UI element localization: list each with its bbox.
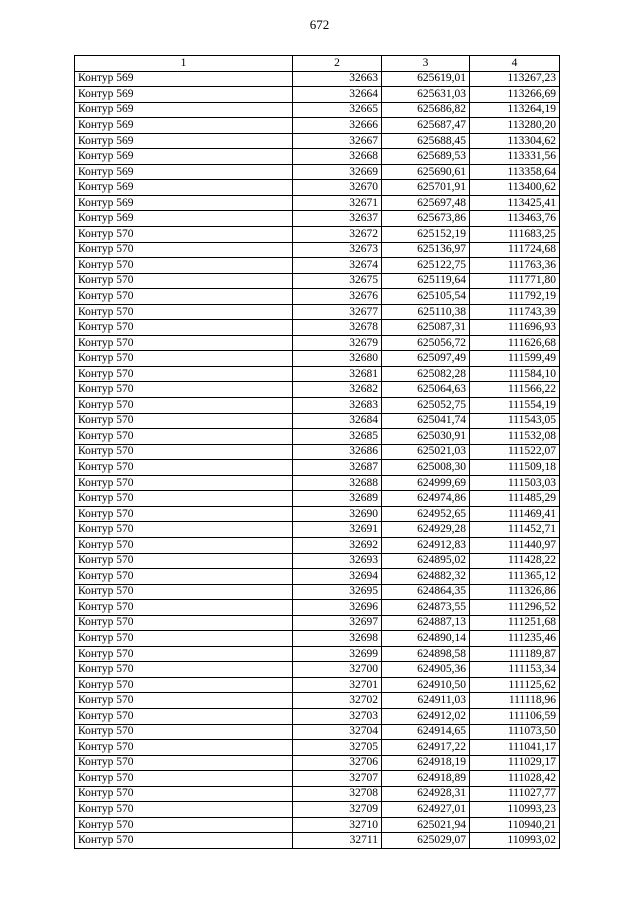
- point-number-cell: 32707: [293, 771, 382, 787]
- x-coordinate-cell: 625030,91: [382, 429, 470, 445]
- y-coordinate-cell: 111743,39: [470, 304, 560, 320]
- x-coordinate-cell: 625021,03: [382, 444, 470, 460]
- contour-name-cell: Контур 570: [75, 631, 293, 647]
- x-coordinate-cell: 624887,13: [382, 615, 470, 631]
- y-coordinate-cell: 111696,93: [470, 320, 560, 336]
- y-coordinate-cell: 110940,21: [470, 817, 560, 833]
- contour-name-cell: Контур 569: [75, 211, 293, 227]
- table-row: [75, 133, 560, 149]
- y-coordinate-cell: 111251,68: [470, 615, 560, 631]
- y-coordinate-cell: 111041,17: [470, 740, 560, 756]
- table-row: [75, 693, 560, 709]
- point-number-cell: 32708: [293, 786, 382, 802]
- point-number-cell: 32704: [293, 724, 382, 740]
- table-row: [75, 71, 560, 87]
- x-coordinate-cell: 625021,94: [382, 817, 470, 833]
- x-coordinate-cell: 625136,97: [382, 242, 470, 258]
- y-coordinate-cell: 111792,19: [470, 289, 560, 305]
- x-coordinate-cell: 624895,02: [382, 553, 470, 569]
- y-coordinate-cell: 111503,03: [470, 475, 560, 491]
- y-coordinate-cell: 111626,68: [470, 335, 560, 351]
- table-row: [75, 615, 560, 631]
- contour-name-cell: Контур 570: [75, 413, 293, 429]
- table-row: [75, 833, 560, 849]
- y-coordinate-cell: 113358,64: [470, 164, 560, 180]
- x-coordinate-cell: 625690,61: [382, 164, 470, 180]
- y-coordinate-cell: 111235,46: [470, 631, 560, 647]
- y-coordinate-cell: 111125,62: [470, 677, 560, 693]
- contour-name-cell: Контур 569: [75, 118, 293, 134]
- point-number-cell: 32689: [293, 491, 382, 507]
- x-coordinate-cell: 624928,31: [382, 786, 470, 802]
- point-number-cell: 32664: [293, 87, 382, 103]
- contour-name-cell: Контур 570: [75, 646, 293, 662]
- contour-name-cell: Контур 570: [75, 351, 293, 367]
- contour-name-cell: Контур 569: [75, 133, 293, 149]
- point-number-cell: 32674: [293, 258, 382, 274]
- table-row: [75, 771, 560, 787]
- table-row: [75, 227, 560, 243]
- point-number-cell: 32667: [293, 133, 382, 149]
- contour-name-cell: Контур 570: [75, 600, 293, 616]
- table-row: [75, 429, 560, 445]
- contour-name-cell: Контур 570: [75, 460, 293, 476]
- x-coordinate-cell: 624905,36: [382, 662, 470, 678]
- point-number-cell: 32702: [293, 693, 382, 709]
- x-coordinate-cell: 624890,14: [382, 631, 470, 647]
- y-coordinate-cell: 111599,49: [470, 351, 560, 367]
- contour-name-cell: Контур 570: [75, 553, 293, 569]
- y-coordinate-cell: 111106,59: [470, 708, 560, 724]
- table-row: [75, 755, 560, 771]
- x-coordinate-cell: 624918,19: [382, 755, 470, 771]
- y-coordinate-cell: 113425,41: [470, 195, 560, 211]
- contour-name-cell: Контур 570: [75, 662, 293, 678]
- table-row: [75, 413, 560, 429]
- y-coordinate-cell: 113331,56: [470, 149, 560, 165]
- point-number-cell: 32673: [293, 242, 382, 258]
- table-row: [75, 677, 560, 693]
- x-coordinate-cell: 624864,35: [382, 584, 470, 600]
- point-number-cell: 32693: [293, 553, 382, 569]
- table-row: [75, 600, 560, 616]
- point-number-cell: 32678: [293, 320, 382, 336]
- contour-name-cell: Контур 570: [75, 771, 293, 787]
- contour-name-cell: Контур 570: [75, 755, 293, 771]
- table-row: [75, 817, 560, 833]
- point-number-cell: 32701: [293, 677, 382, 693]
- table-row: [75, 631, 560, 647]
- point-number-cell: 32680: [293, 351, 382, 367]
- table-row: [75, 289, 560, 305]
- point-number-cell: 32672: [293, 227, 382, 243]
- point-number-cell: 32698: [293, 631, 382, 647]
- contour-name-cell: Контур 569: [75, 180, 293, 196]
- y-coordinate-cell: 111365,12: [470, 569, 560, 585]
- y-coordinate-cell: 111452,71: [470, 522, 560, 538]
- x-coordinate-cell: 624898,58: [382, 646, 470, 662]
- point-number-cell: 32694: [293, 569, 382, 585]
- y-coordinate-cell: 111554,19: [470, 398, 560, 414]
- x-coordinate-cell: 624952,65: [382, 506, 470, 522]
- contour-name-cell: Контур 570: [75, 802, 293, 818]
- y-coordinate-cell: 111029,17: [470, 755, 560, 771]
- x-coordinate-cell: 625082,28: [382, 366, 470, 382]
- header-row: [75, 56, 560, 72]
- y-coordinate-cell: 111509,18: [470, 460, 560, 476]
- contour-name-cell: Контур 570: [75, 491, 293, 507]
- y-coordinate-cell: 111683,25: [470, 227, 560, 243]
- table-row: [75, 118, 560, 134]
- table-row: [75, 444, 560, 460]
- contour-name-cell: Контур 570: [75, 304, 293, 320]
- point-number-cell: 32679: [293, 335, 382, 351]
- contour-name-cell: Контур 569: [75, 164, 293, 180]
- x-coordinate-cell: 624912,83: [382, 537, 470, 553]
- y-coordinate-cell: 111326,86: [470, 584, 560, 600]
- y-coordinate-cell: 111296,52: [470, 600, 560, 616]
- point-number-cell: 32682: [293, 382, 382, 398]
- x-coordinate-cell: 625097,49: [382, 351, 470, 367]
- column-header-3: 3: [382, 56, 470, 72]
- y-coordinate-cell: 111771,80: [470, 273, 560, 289]
- table-row: [75, 351, 560, 367]
- contour-name-cell: Контур 570: [75, 724, 293, 740]
- table-row: [75, 102, 560, 118]
- coordinates-table: [74, 55, 560, 849]
- contour-name-cell: Контур 570: [75, 398, 293, 414]
- point-number-cell: 32688: [293, 475, 382, 491]
- table-row: [75, 195, 560, 211]
- table-row: [75, 802, 560, 818]
- contour-name-cell: Контур 569: [75, 149, 293, 165]
- y-coordinate-cell: 111428,22: [470, 553, 560, 569]
- x-coordinate-cell: 624873,55: [382, 600, 470, 616]
- contour-name-cell: Контур 569: [75, 71, 293, 87]
- table-row: [75, 491, 560, 507]
- x-coordinate-cell: 624914,65: [382, 724, 470, 740]
- y-coordinate-cell: 111566,22: [470, 382, 560, 398]
- point-number-cell: 32683: [293, 398, 382, 414]
- y-coordinate-cell: 111532,08: [470, 429, 560, 445]
- contour-name-cell: Контур 570: [75, 444, 293, 460]
- point-number-cell: 32700: [293, 662, 382, 678]
- x-coordinate-cell: 624911,03: [382, 693, 470, 709]
- y-coordinate-cell: 111027,77: [470, 786, 560, 802]
- table-row: [75, 164, 560, 180]
- point-number-cell: 32686: [293, 444, 382, 460]
- y-coordinate-cell: 113304,62: [470, 133, 560, 149]
- y-coordinate-cell: 113400,62: [470, 180, 560, 196]
- x-coordinate-cell: 624999,69: [382, 475, 470, 491]
- x-coordinate-cell: 624882,32: [382, 569, 470, 585]
- y-coordinate-cell: 111073,50: [470, 724, 560, 740]
- point-number-cell: 32670: [293, 180, 382, 196]
- contour-name-cell: Контур 570: [75, 289, 293, 305]
- x-coordinate-cell: 625029,07: [382, 833, 470, 849]
- point-number-cell: 32685: [293, 429, 382, 445]
- table-row: [75, 149, 560, 165]
- contour-name-cell: Контур 570: [75, 475, 293, 491]
- point-number-cell: 32637: [293, 211, 382, 227]
- table-row: [75, 87, 560, 103]
- table-row: [75, 382, 560, 398]
- point-number-cell: 32710: [293, 817, 382, 833]
- contour-name-cell: Контур 570: [75, 786, 293, 802]
- contour-name-cell: Контур 569: [75, 102, 293, 118]
- y-coordinate-cell: 111189,87: [470, 646, 560, 662]
- y-coordinate-cell: 110993,02: [470, 833, 560, 849]
- table-row: [75, 553, 560, 569]
- point-number-cell: 32699: [293, 646, 382, 662]
- point-number-cell: 32681: [293, 366, 382, 382]
- x-coordinate-cell: 624927,01: [382, 802, 470, 818]
- contour-name-cell: Контур 570: [75, 366, 293, 382]
- table-row: [75, 460, 560, 476]
- point-number-cell: 32665: [293, 102, 382, 118]
- point-number-cell: 32671: [293, 195, 382, 211]
- x-coordinate-cell: 625686,82: [382, 102, 470, 118]
- y-coordinate-cell: 113463,76: [470, 211, 560, 227]
- x-coordinate-cell: 624929,28: [382, 522, 470, 538]
- x-coordinate-cell: 625110,38: [382, 304, 470, 320]
- column-header-4: 4: [470, 56, 560, 72]
- x-coordinate-cell: 625087,31: [382, 320, 470, 336]
- contour-name-cell: Контур 570: [75, 615, 293, 631]
- point-number-cell: 32676: [293, 289, 382, 305]
- point-number-cell: 32697: [293, 615, 382, 631]
- table-row: [75, 242, 560, 258]
- y-coordinate-cell: 113267,23: [470, 71, 560, 87]
- contour-name-cell: Контур 570: [75, 677, 293, 693]
- y-coordinate-cell: 110993,23: [470, 802, 560, 818]
- contour-name-cell: Контур 570: [75, 740, 293, 756]
- x-coordinate-cell: 624918,89: [382, 771, 470, 787]
- table-row: [75, 708, 560, 724]
- x-coordinate-cell: 625687,47: [382, 118, 470, 134]
- column-header-2: 2: [293, 56, 382, 72]
- x-coordinate-cell: 625688,45: [382, 133, 470, 149]
- contour-name-cell: Контур 570: [75, 522, 293, 538]
- point-number-cell: 32696: [293, 600, 382, 616]
- contour-name-cell: Контур 569: [75, 87, 293, 103]
- contour-name-cell: Контур 569: [75, 195, 293, 211]
- contour-name-cell: Контур 570: [75, 242, 293, 258]
- page-number: 672: [309, 17, 330, 32]
- contour-name-cell: Контур 570: [75, 258, 293, 274]
- point-number-cell: 32703: [293, 708, 382, 724]
- y-coordinate-cell: 111543,05: [470, 413, 560, 429]
- table-row: [75, 662, 560, 678]
- x-coordinate-cell: 625122,75: [382, 258, 470, 274]
- y-coordinate-cell: 111522,07: [470, 444, 560, 460]
- point-number-cell: 32663: [293, 71, 382, 87]
- y-coordinate-cell: 113266,69: [470, 87, 560, 103]
- y-coordinate-cell: 111469,41: [470, 506, 560, 522]
- x-coordinate-cell: 625152,19: [382, 227, 470, 243]
- column-header-1: 1: [75, 56, 293, 72]
- table-row: [75, 211, 560, 227]
- point-number-cell: 32706: [293, 755, 382, 771]
- contour-name-cell: Контур 570: [75, 569, 293, 585]
- table-row: [75, 646, 560, 662]
- x-coordinate-cell: 625701,91: [382, 180, 470, 196]
- table-row: [75, 273, 560, 289]
- point-number-cell: 32705: [293, 740, 382, 756]
- y-coordinate-cell: 111584,10: [470, 366, 560, 382]
- contour-name-cell: Контур 570: [75, 506, 293, 522]
- contour-name-cell: Контур 570: [75, 833, 293, 849]
- point-number-cell: 32691: [293, 522, 382, 538]
- table-row: [75, 506, 560, 522]
- point-number-cell: 32677: [293, 304, 382, 320]
- contour-name-cell: Контур 570: [75, 693, 293, 709]
- y-coordinate-cell: 111153,34: [470, 662, 560, 678]
- contour-name-cell: Контур 570: [75, 273, 293, 289]
- point-number-cell: 32690: [293, 506, 382, 522]
- point-number-cell: 32692: [293, 537, 382, 553]
- point-number-cell: 32675: [293, 273, 382, 289]
- x-coordinate-cell: 625056,72: [382, 335, 470, 351]
- point-number-cell: 32687: [293, 460, 382, 476]
- contour-name-cell: Контур 570: [75, 817, 293, 833]
- table-row: [75, 569, 560, 585]
- x-coordinate-cell: 625631,03: [382, 87, 470, 103]
- contour-name-cell: Контур 570: [75, 708, 293, 724]
- point-number-cell: 32668: [293, 149, 382, 165]
- table-row: [75, 304, 560, 320]
- x-coordinate-cell: 624910,50: [382, 677, 470, 693]
- y-coordinate-cell: 111485,29: [470, 491, 560, 507]
- table-row: [75, 537, 560, 553]
- x-coordinate-cell: 624974,86: [382, 491, 470, 507]
- x-coordinate-cell: 625105,54: [382, 289, 470, 305]
- x-coordinate-cell: 625064,63: [382, 382, 470, 398]
- table-row: [75, 724, 560, 740]
- x-coordinate-cell: 625689,53: [382, 149, 470, 165]
- x-coordinate-cell: 625697,48: [382, 195, 470, 211]
- table-row: [75, 584, 560, 600]
- x-coordinate-cell: 624912,02: [382, 708, 470, 724]
- table-row: [75, 786, 560, 802]
- contour-name-cell: Контур 570: [75, 429, 293, 445]
- point-number-cell: 32669: [293, 164, 382, 180]
- point-number-cell: 32684: [293, 413, 382, 429]
- contour-name-cell: Контур 570: [75, 227, 293, 243]
- point-number-cell: 32666: [293, 118, 382, 134]
- table-row: [75, 258, 560, 274]
- table-body: [75, 71, 560, 848]
- y-coordinate-cell: 111118,96: [470, 693, 560, 709]
- y-coordinate-cell: 113264,19: [470, 102, 560, 118]
- y-coordinate-cell: 111028,42: [470, 771, 560, 787]
- x-coordinate-cell: 625619,01: [382, 71, 470, 87]
- table-row: [75, 320, 560, 336]
- table-row: [75, 180, 560, 196]
- contour-name-cell: Контур 570: [75, 382, 293, 398]
- contour-name-cell: Контур 570: [75, 335, 293, 351]
- y-coordinate-cell: 111440,97: [470, 537, 560, 553]
- point-number-cell: 32709: [293, 802, 382, 818]
- y-coordinate-cell: 113280,20: [470, 118, 560, 134]
- x-coordinate-cell: 625052,75: [382, 398, 470, 414]
- table-row: [75, 522, 560, 538]
- contour-name-cell: Контур 570: [75, 584, 293, 600]
- table-row: [75, 335, 560, 351]
- contour-name-cell: Контур 570: [75, 320, 293, 336]
- y-coordinate-cell: 111763,36: [470, 258, 560, 274]
- table-row: [75, 740, 560, 756]
- table-row: [75, 366, 560, 382]
- table-row: [75, 398, 560, 414]
- x-coordinate-cell: 625119,64: [382, 273, 470, 289]
- contour-name-cell: Контур 570: [75, 537, 293, 553]
- point-number-cell: 32711: [293, 833, 382, 849]
- y-coordinate-cell: 111724,68: [470, 242, 560, 258]
- x-coordinate-cell: 625008,30: [382, 460, 470, 476]
- x-coordinate-cell: 624917,22: [382, 740, 470, 756]
- point-number-cell: 32695: [293, 584, 382, 600]
- x-coordinate-cell: 625673,86: [382, 211, 470, 227]
- x-coordinate-cell: 625041,74: [382, 413, 470, 429]
- table-row: [75, 475, 560, 491]
